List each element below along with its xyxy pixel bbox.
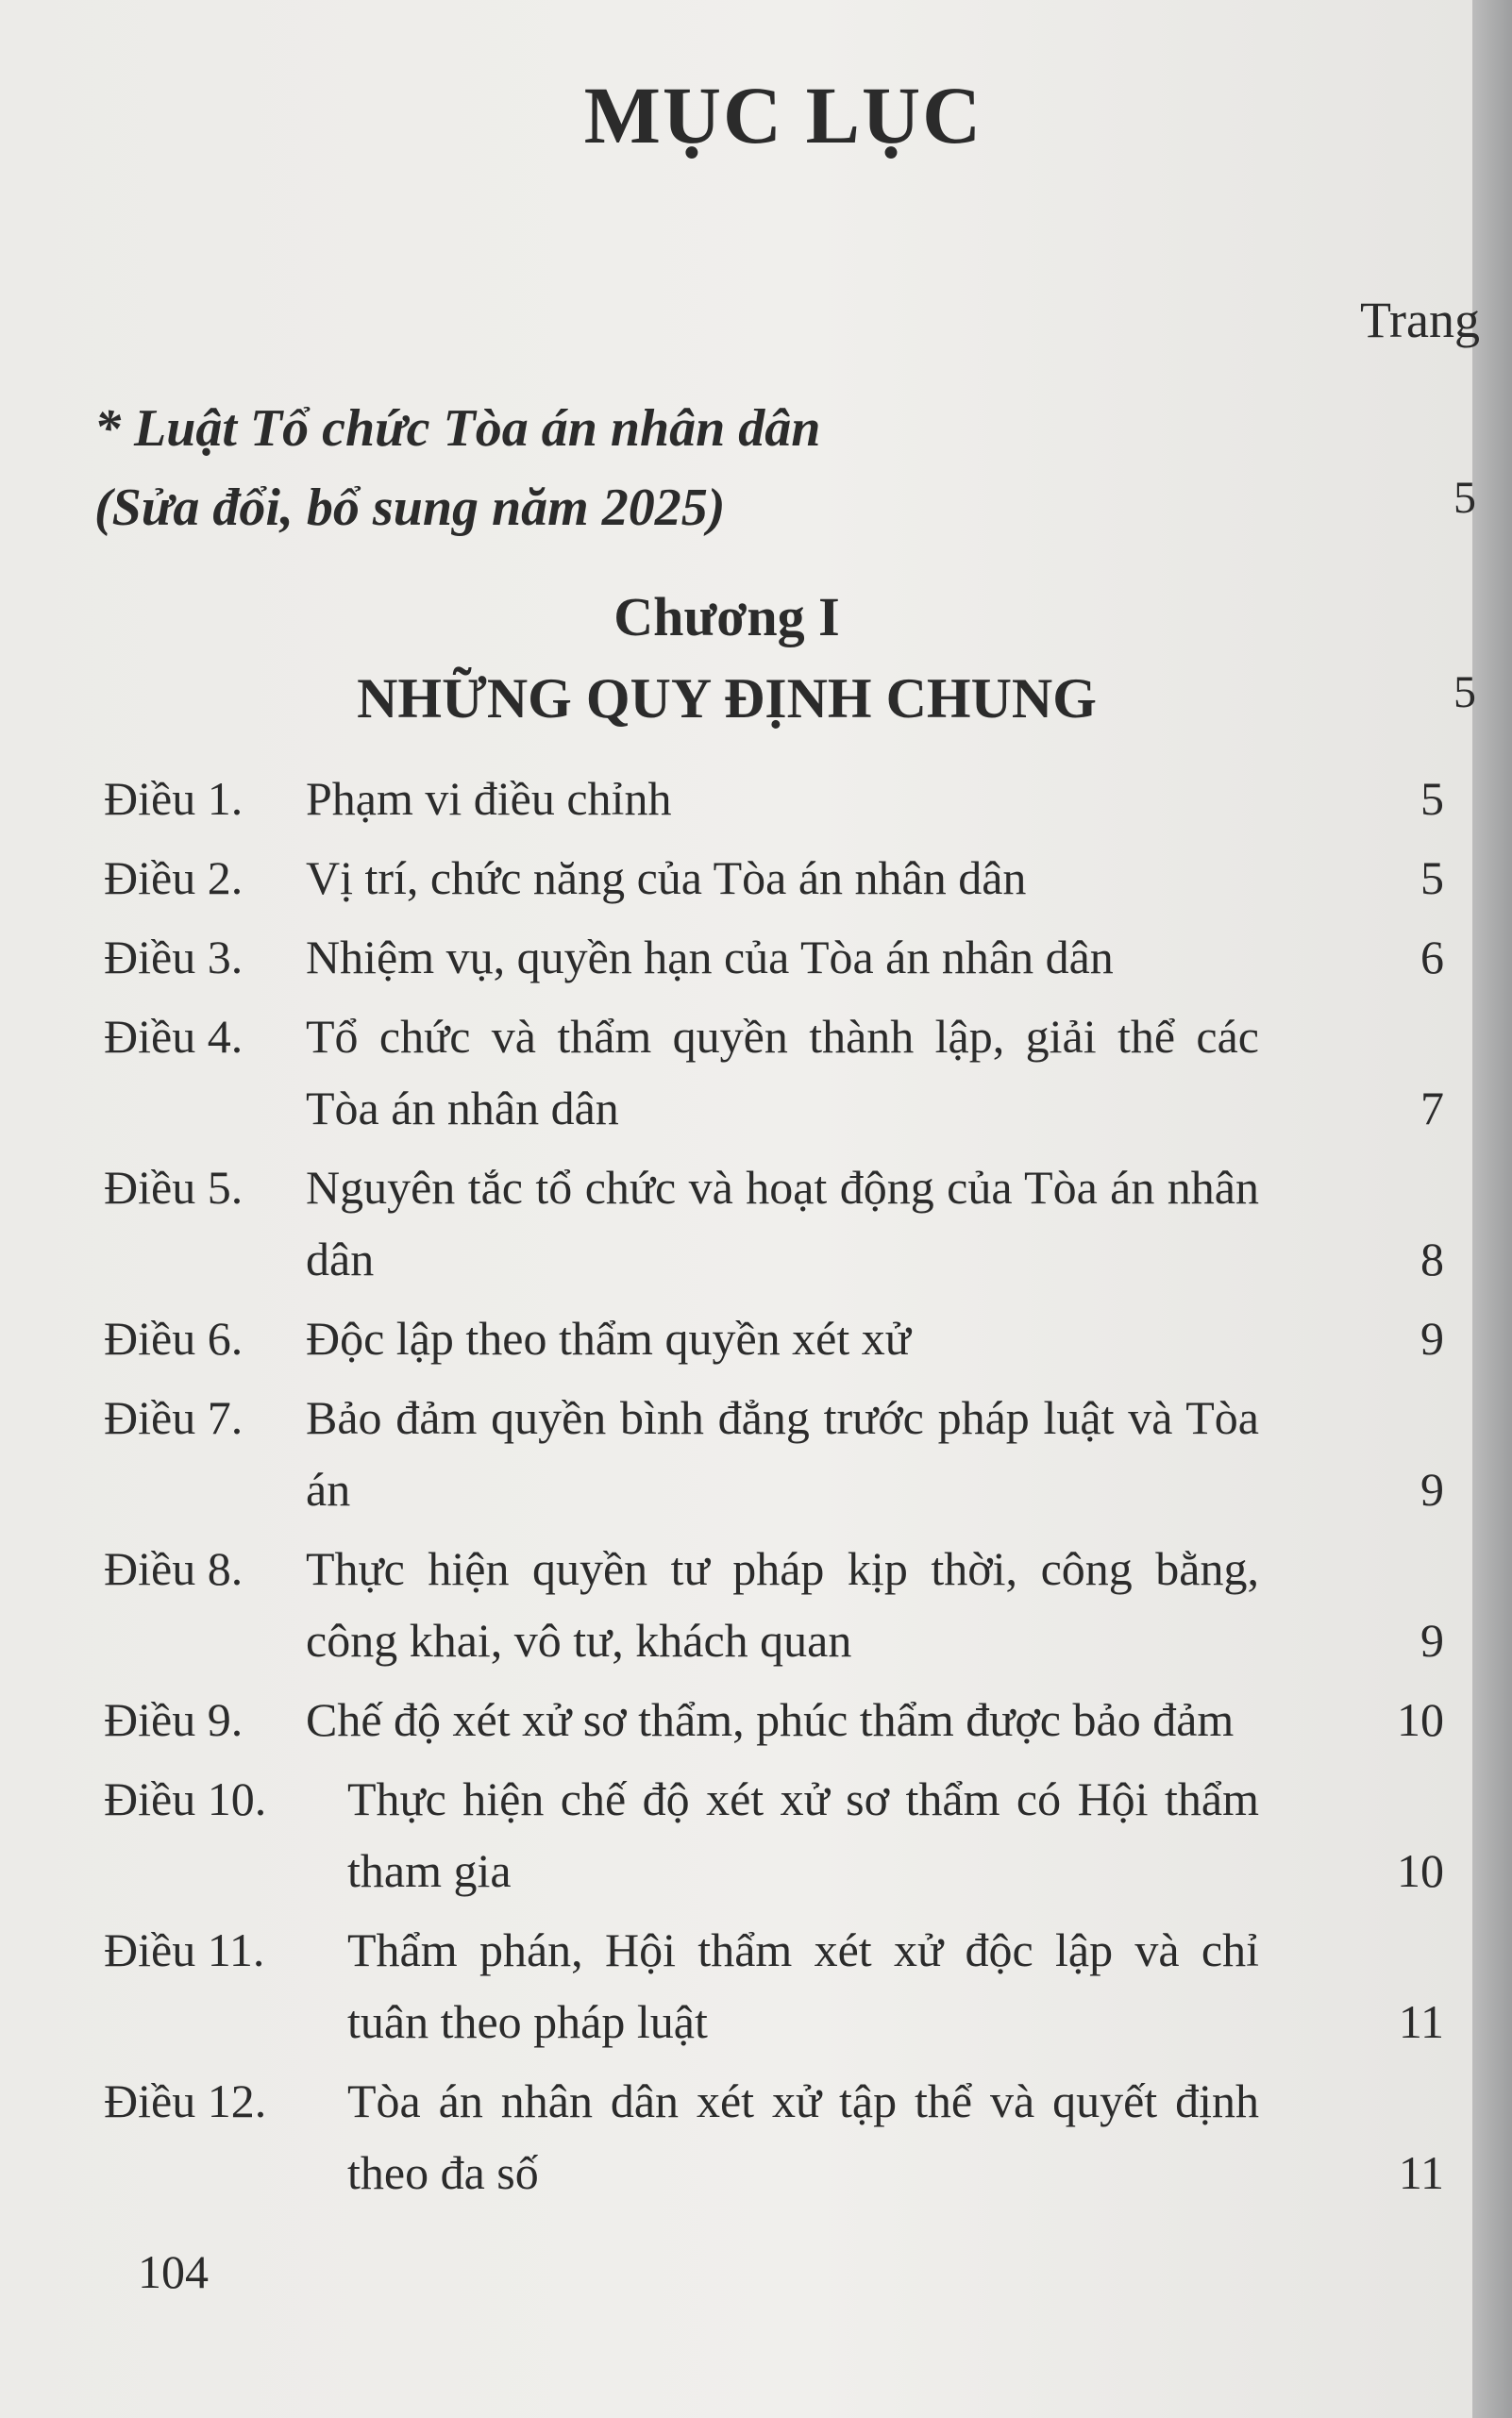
chapter-number: Chương I <box>613 586 840 647</box>
toc-entry <box>104 921 1444 993</box>
article-page: 7 <box>1420 1082 1444 1134</box>
page-edge <box>1472 0 1512 2418</box>
toc-entry <box>104 1000 1444 1144</box>
toc-entry <box>104 763 1444 834</box>
law-title-line2: (Sửa đổi, bổ sung năm 2025) <box>94 479 726 537</box>
article-number: Điều 9. <box>104 1693 244 1746</box>
article-number: Điều 12. <box>104 2074 267 2127</box>
toc-entry <box>104 1763 1444 1906</box>
article-title: Thẩm phán, Hội thẩm xét xử độc lập và chỉ tuân theo pháp luật <box>347 1923 1259 2048</box>
toc-entry <box>104 1382 1444 1525</box>
toc-entry <box>104 2065 1444 2208</box>
article-page: 10 <box>1397 1693 1444 1746</box>
law-title-line1: * Luật Tổ chức Tòa án nhân dân <box>94 399 821 458</box>
article-title: Thực hiện chế độ xét xử sơ thẩm có Hội thẩm tham gia <box>347 1772 1259 1897</box>
article-title: Thực hiện quyền tư pháp kịp thời, công bằng, công khai, vô tư, khách quan <box>306 1542 1259 1667</box>
article-number: Điều 3. <box>104 931 244 983</box>
article-title: Chế độ xét xử sơ thẩm, phúc thẩm được bảo đảm <box>306 1693 1235 1746</box>
toc-entry <box>104 1684 1444 1755</box>
article-number: Điều 11. <box>104 1923 265 1976</box>
page-number: 104 <box>138 2245 209 2298</box>
article-title: Nhiệm vụ, quyền hạn của Tòa án nhân dân <box>306 931 1114 983</box>
article-number: Điều 7. <box>104 1391 244 1444</box>
article-page: 6 <box>1420 931 1444 983</box>
article-page: 8 <box>1420 1233 1444 1285</box>
toc-entry <box>104 1914 1444 2057</box>
article-number: Điều 4. <box>104 1010 244 1063</box>
toc-title: MỤC LỤC <box>583 70 983 160</box>
article-page: 11 <box>1398 1995 1444 2048</box>
article-number: Điều 6. <box>104 1312 244 1365</box>
article-title: Nguyên tắc tổ chức và hoạt động của Tòa án nhân dân <box>306 1161 1259 1285</box>
article-number: Điều 10. <box>104 1772 267 1825</box>
law-page: 5 <box>1453 473 1476 523</box>
article-title: Bảo đảm quyền bình đẳng trước pháp luật và Tòa án <box>306 1391 1259 1516</box>
toc-entry <box>104 1302 1444 1374</box>
article-page: 9 <box>1420 1614 1444 1667</box>
law-title <box>94 389 1321 547</box>
article-title: Phạm vi điều chỉnh <box>306 772 672 825</box>
toc-entry <box>104 1533 1444 1676</box>
article-page: 9 <box>1420 1312 1444 1365</box>
article-page: 9 <box>1420 1463 1444 1516</box>
article-page: 10 <box>1397 1844 1444 1897</box>
article-title: Độc lập theo thẩm quyền xét xử <box>306 1312 911 1365</box>
article-page: 11 <box>1398 2146 1444 2199</box>
toc-entry <box>104 1151 1444 1295</box>
article-number: Điều 5. <box>104 1161 244 1214</box>
article-title: Tổ chức và thẩm quyền thành lập, giải thể các Tòa án nhân dân <box>306 1010 1259 1134</box>
chapter-page: 5 <box>1453 667 1476 717</box>
article-title: Vị trí, chức năng của Tòa án nhân dân <box>306 851 1027 904</box>
chapter-title: NHỮNG QUY ĐỊNH CHUNG <box>357 667 1097 730</box>
article-number: Điều 8. <box>104 1542 244 1595</box>
toc-entry <box>104 842 1444 914</box>
toc-entries <box>104 763 1444 2216</box>
article-title: Tòa án nhân dân xét xử tập thể và quyết định theo đa số <box>347 2074 1259 2199</box>
article-page: 5 <box>1420 851 1444 904</box>
article-page: 5 <box>1420 772 1444 825</box>
article-number: Điều 1. <box>104 772 244 825</box>
article-number: Điều 2. <box>104 851 244 904</box>
page-column-header: Trang <box>1359 292 1480 348</box>
